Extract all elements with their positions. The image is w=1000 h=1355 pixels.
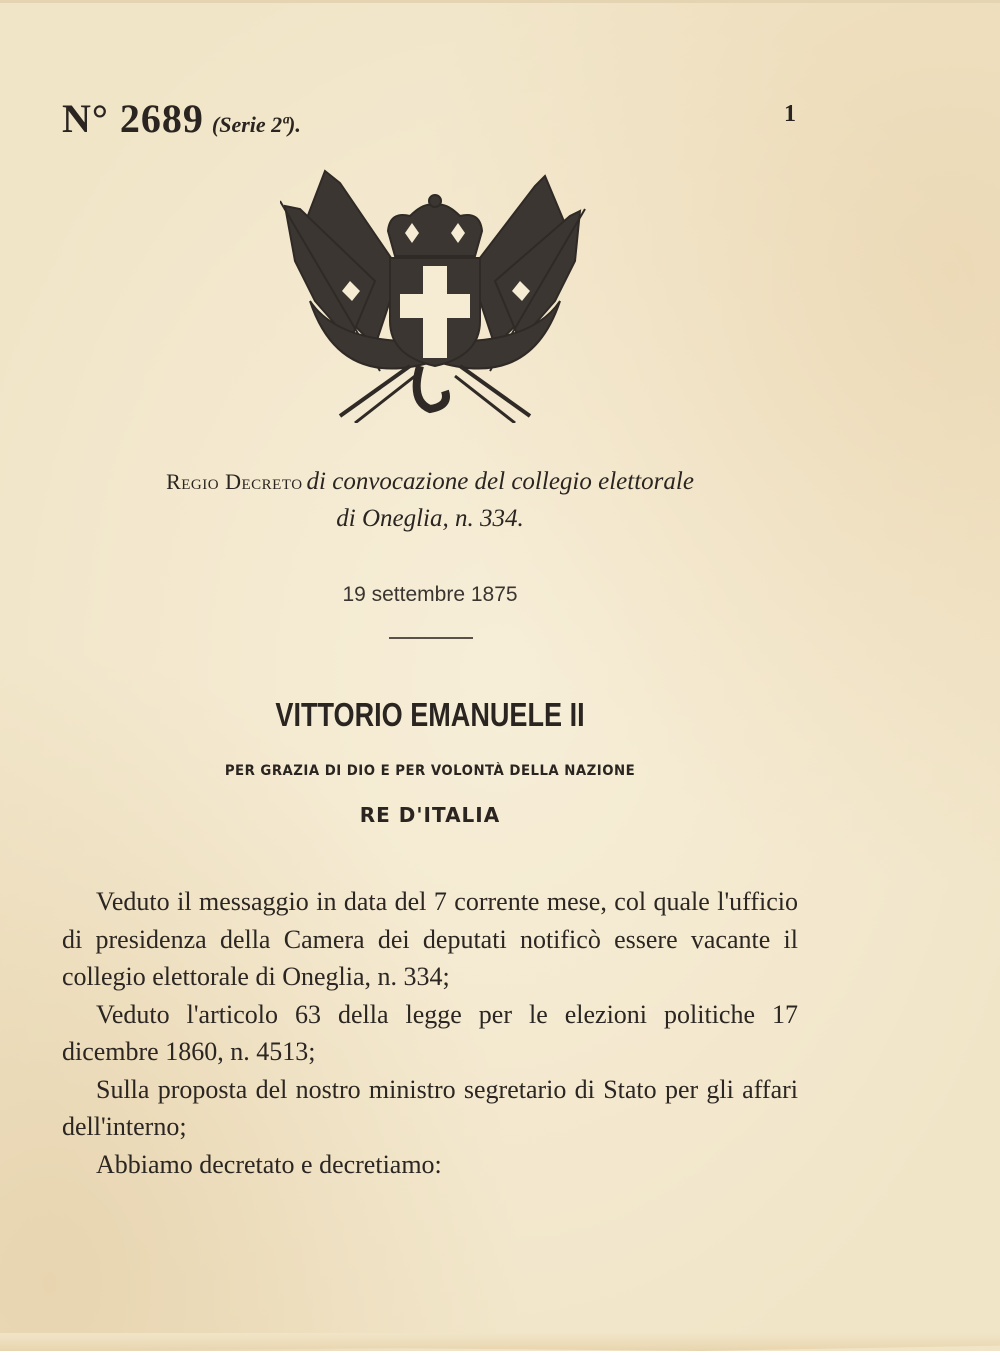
paragraph: Veduto il messaggio in data del 7 corrente mese, col quale l'ufficio di presidenza della Camera dei deputati notificò essere vacante il collegio elettorale di Oneglia, n. 334; bbox=[62, 887, 798, 991]
sovereign-formula: PER GRAZIA DI DIO E PER VOLONTÀ DELLA NAZIONE bbox=[224, 763, 636, 779]
decree-subject-line-1: di convocazione del collegio elettorale bbox=[306, 468, 694, 495]
decree-subject-line-2: di Oneglia, n. 334. bbox=[336, 505, 524, 532]
sovereign-title: RE D'ITALIA bbox=[359, 803, 501, 827]
decree-date: 19 settembre 1875 bbox=[342, 583, 518, 606]
decree-number: N° 2689 bbox=[62, 96, 204, 141]
paragraph: Sulla proposta del nostro ministro segretario di Stato per gli affari dell'interno; bbox=[62, 1074, 798, 1141]
paragraph: Veduto l'articolo 63 della legge per le elezioni politiche 17 dicembre 1860, n. 4513; bbox=[62, 999, 798, 1066]
savoy-coat-of-arms-icon bbox=[280, 161, 590, 423]
decree-body bbox=[62, 883, 798, 1183]
paragraph: Abbiamo decretato e decretiamo: bbox=[96, 1149, 442, 1179]
decree-title bbox=[60, 465, 800, 539]
sovereign-name: VITTORIO EMANUELE II bbox=[275, 696, 585, 733]
page-number: 1 bbox=[784, 101, 796, 127]
divider-rule bbox=[389, 637, 473, 639]
series-label: (Serie 2ª). bbox=[211, 112, 301, 137]
decree-number-header bbox=[62, 95, 301, 142]
decree-type: Regio Decreto bbox=[166, 469, 303, 494]
